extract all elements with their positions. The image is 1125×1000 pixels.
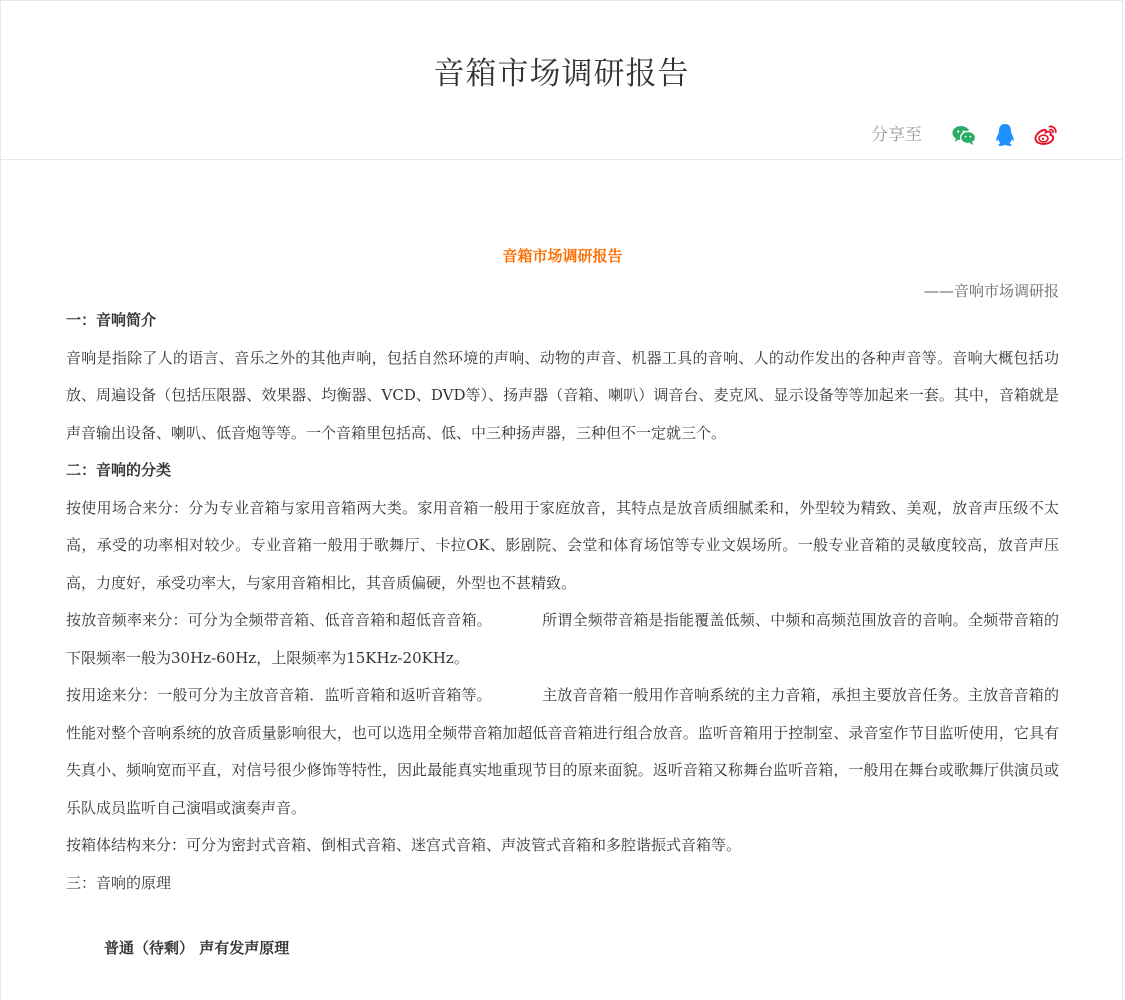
paragraph-by-frequency-lead: 按放音频率来分：可分为全频带音箱、低音音箱和超低音音箱。 xyxy=(66,611,492,629)
qq-icon[interactable] xyxy=(992,122,1018,148)
paragraph-intro xyxy=(66,340,1059,453)
paragraph-by-purpose xyxy=(66,677,1059,827)
article-subtitle: ——音响市场调研报 xyxy=(923,282,1059,300)
paragraph-by-purpose-lead: 按用途来分：一般可分为主放音音箱．监听音箱和返听音箱等。 xyxy=(66,686,492,704)
wechat-icon[interactable] xyxy=(951,122,977,148)
page-header xyxy=(1,1,1122,160)
article-title: 音箱市场调研报告 xyxy=(502,247,623,265)
section-heading-classification: 二：音响的分类 xyxy=(66,461,172,479)
share-label: 分享至 xyxy=(871,125,922,145)
paragraph-by-frequency-detail: 所谓全频带音箱是指能覆盖低频、中频和高频范围放音的音响。全频带音箱的下限频率一般为30Hz-60Hz，上限频率为15KHz-20KHz。 xyxy=(66,611,1059,667)
article-body xyxy=(66,159,1059,968)
section-heading-principle: 三：音响的原理 xyxy=(66,873,172,892)
paragraph-by-usage-scene: 按使用场合来分：分为专业音箱与家用音箱两大类。家用音箱一般用于家庭放音，其特点是放音质细腻柔和，外型较为精致、美观，放音声压级不太高，承受的功率相对较少。专业音箱一般用于歌舞厅、卡拉OK、影剧院、会堂和体育场馆等专业文娱场所。一般专业音箱的灵敏度较高，放音声压高，力度好，承受功率大，与家用音箱相比，其音质偏硬，外型也不甚精致。 xyxy=(66,498,1059,592)
paragraph-by-purpose-detail: 主放音音箱一般用作音响系统的主力音箱，承担主要放音任务。主放音音箱的性能对整个音响系统的放音质量影响很大，也可以选用全频带音箱加超低音音箱进行组合放音。监听音箱用于控制室、录音室作节目监听使用，它具有失真小、频响宽而平直，对信号很少修饰等特性，因此最能真实地重现节目的原来面貌。返听音箱又称舞台监听音箱，一般用在舞台或歌舞厅供演员或乐队成员监听自己演唱或演奏声音。 xyxy=(66,686,1059,817)
speaker-link[interactable]: 音响 xyxy=(66,348,97,367)
weibo-icon[interactable] xyxy=(1033,122,1059,148)
paragraph-by-structure: 按箱体结构来分：可分为密封式音箱、倒相式音箱、迷宫式音箱、声波管式音箱和多腔谐振式音箱等。 xyxy=(66,836,742,854)
page-title: 音箱市场调研报告 xyxy=(433,56,690,92)
paragraph-by-frequency xyxy=(66,602,1059,677)
cut-off-heading: 普通（待剩） 声有发声原理 xyxy=(104,939,290,957)
paragraph-intro-text: 是指除了人的语言、音乐之外的其他声响，包括自然环境的声响、动物的声音、机器工具的音响、人的动作发出的各种声音等。音响大概包括功放、周遍设备（包括压限器、效果器、均衡器、VCD、DVD等）、扬声器（音箱、喇叭）调音台、麦克风、显示设备等等加起来一套。其中，音箱就是声音输出设备、喇叭、低音炮等等。一个音箱里包括高、低、中三种扬声器，三种但不一定就三个。 xyxy=(66,348,1059,442)
share-bar xyxy=(871,122,1059,148)
section-heading-intro: 一：音响简介 xyxy=(66,311,157,329)
